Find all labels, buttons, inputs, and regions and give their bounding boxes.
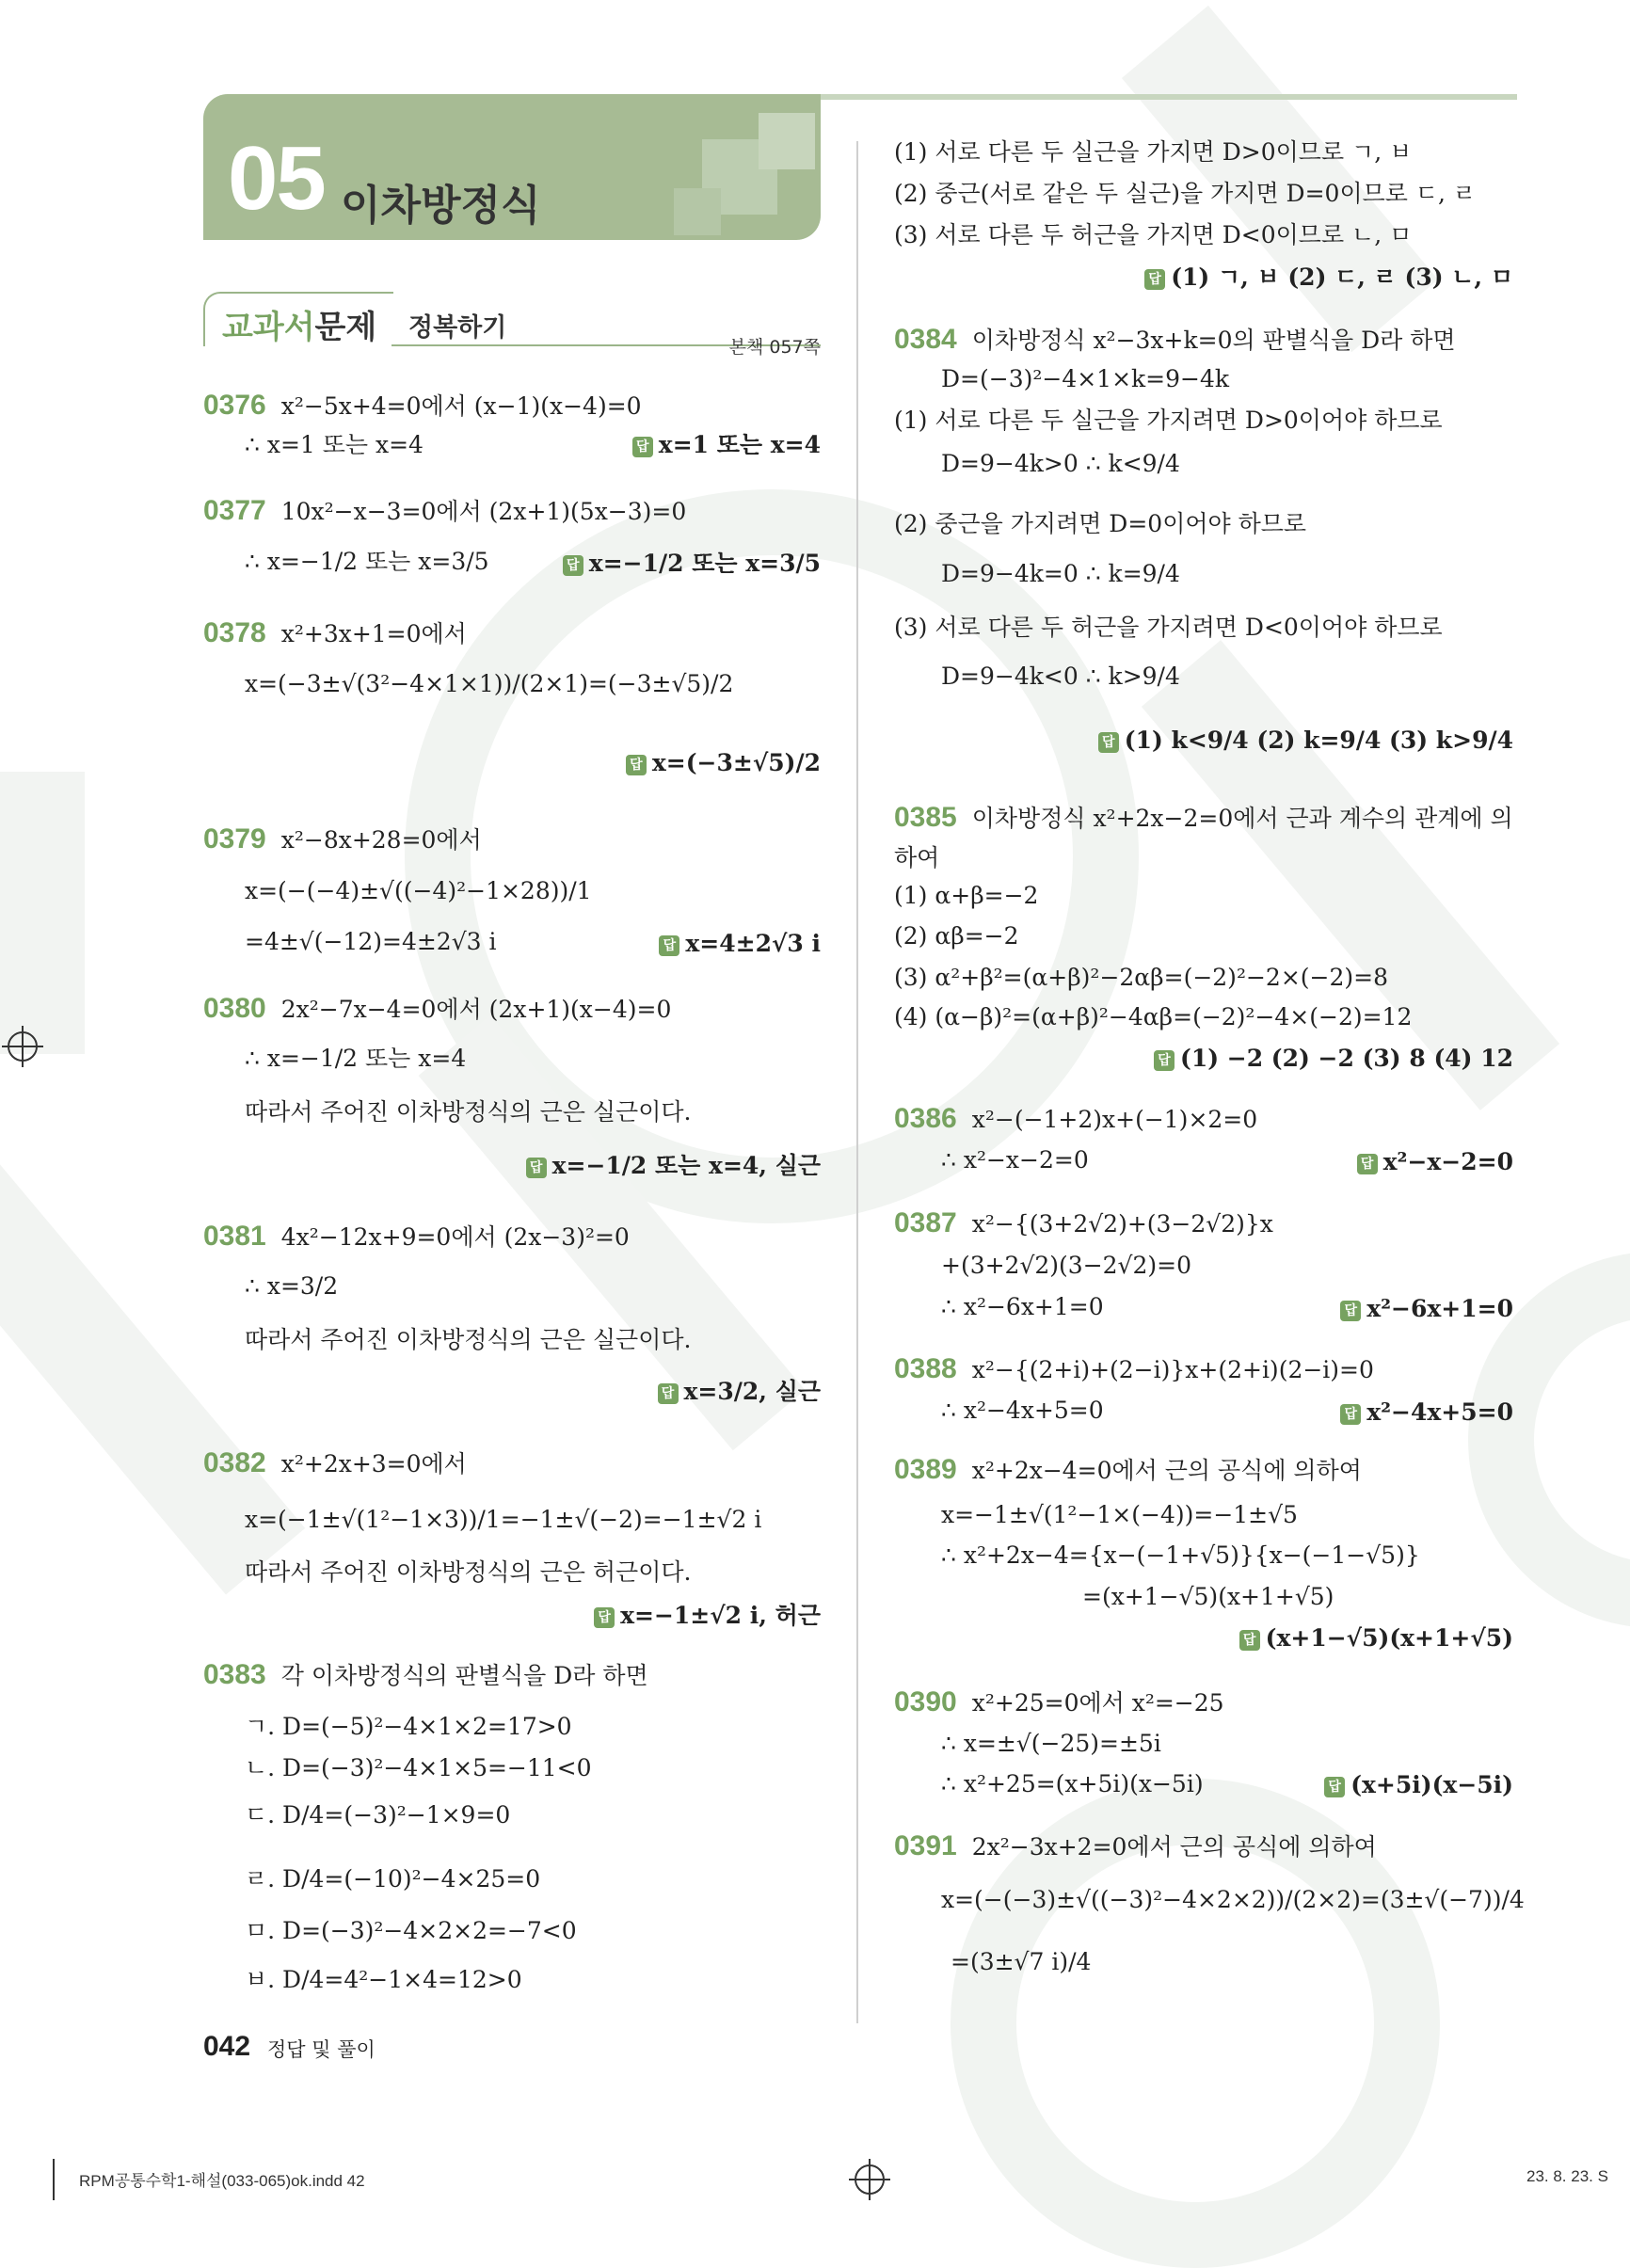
solution-line xyxy=(203,1221,630,1254)
line-text: x²−8x+28=0에서 xyxy=(280,826,482,854)
answer-badge-icon: 답 xyxy=(1239,1630,1260,1651)
line-text: ∴ x=−1/2 또는 x=4 xyxy=(245,1045,467,1072)
line-text: D=9−4k<0 ∴ k>9/4 xyxy=(941,663,1180,690)
solution-line xyxy=(941,448,1180,480)
line-text: x²+3x+1=0에서 xyxy=(280,620,467,647)
solution-line xyxy=(245,546,489,578)
line-text: 이차방정식 x²+2x−2=0에서 근과 계수의 관계에 의 xyxy=(971,805,1513,832)
answer-line xyxy=(526,1150,821,1182)
solution-line xyxy=(245,1964,522,1996)
problem-number: 0387 xyxy=(894,1207,957,1238)
problem-number: 0377 xyxy=(203,495,266,526)
answer-text: x²−x−2=0 xyxy=(1382,1148,1513,1175)
solution-line xyxy=(894,1207,1273,1240)
line-text: ∴ x=1 또는 x=4 xyxy=(245,431,423,458)
answer-line xyxy=(563,548,821,580)
solution-line xyxy=(245,1043,466,1075)
answer-text: x=−1/2 또는 x=3/5 xyxy=(588,550,821,577)
chapter-number: 05 xyxy=(228,128,325,229)
line-text: (1) 서로 다른 두 실근을 가지려면 D>0이어야 하므로 xyxy=(894,407,1443,434)
solution-line xyxy=(203,1659,648,1692)
section-label-b: 문제 xyxy=(314,309,377,346)
problem-number: 0381 xyxy=(203,1221,266,1252)
line-text: 각 이차방정식의 판별식을 D라 하면 xyxy=(280,1662,648,1689)
answer-text: x=1 또는 x=4 xyxy=(658,431,821,458)
line-text: ∴ x=3/2 xyxy=(245,1272,339,1300)
solution-line xyxy=(245,1752,592,1784)
line-text: ∴ x²+25=(x+5i)(x−5i) xyxy=(941,1770,1204,1797)
line-text: x=(−(−3)±√((−3)²−4×2×2))/(2×2)=(3±√(−7))/4 xyxy=(941,1886,1525,1913)
page-number: 042 xyxy=(203,2031,251,2062)
line-text: 2x²−3x+2=0에서 근의 공식에 의하여 xyxy=(971,1833,1377,1861)
solution-line xyxy=(894,1686,1224,1719)
slug-rule xyxy=(53,2159,55,2200)
solution-line xyxy=(245,1915,577,1947)
line-text: 4x²−12x+9=0에서 (2x−3)²=0 xyxy=(280,1223,630,1251)
line-text: x²+2x+3=0에서 xyxy=(280,1450,467,1477)
solution-line xyxy=(203,617,467,650)
answer-line xyxy=(632,429,821,461)
solution-line xyxy=(894,1001,1412,1033)
answer-line xyxy=(1239,1622,1513,1654)
line-text: 2x²−7x−4=0에서 (2x+1)(x−4)=0 xyxy=(280,996,672,1023)
answer-text: (x+1−√5)(x+1+√5) xyxy=(1265,1624,1513,1652)
solution-line xyxy=(203,1447,467,1480)
chapter-title: 이차방정식 xyxy=(341,182,541,230)
answer-badge-icon: 답 xyxy=(1324,1777,1345,1797)
line-text: 이차방정식 x²−3x+k=0의 판별식을 D라 하면 xyxy=(971,327,1456,354)
solution-line xyxy=(941,363,1229,395)
line-text: (2) αβ=−2 xyxy=(894,922,1019,950)
solution-line xyxy=(203,495,686,528)
solution-line xyxy=(894,802,1513,835)
answer-badge-icon: 답 xyxy=(526,1158,547,1178)
solution-line xyxy=(941,1250,1191,1282)
line-text: (3) 서로 다른 두 허근을 가지려면 D<0이어야 하므로 xyxy=(894,614,1443,641)
line-text: x=−1±√(1²−1×(−4))=−1±√5 xyxy=(941,1501,1298,1528)
registration-mark-icon xyxy=(855,2164,885,2195)
section-label-a: 교과서 xyxy=(222,309,315,346)
answer-text: x=−1/2 또는 x=4, 실근 xyxy=(551,1152,821,1179)
solution-line xyxy=(941,661,1180,693)
answer-badge-icon: 답 xyxy=(632,437,653,457)
answer-badge-icon: 답 xyxy=(658,1383,679,1404)
line-text: 따라서 주어진 이차방정식의 근은 실근이다. xyxy=(245,1098,692,1126)
solution-line xyxy=(941,1728,1161,1760)
answer-badge-icon: 답 xyxy=(1357,1154,1378,1174)
line-text: x=(−3±√(3²−4×1×1))/(2×1)=(−3±√5)/2 xyxy=(245,670,734,697)
problem-number: 0385 xyxy=(894,802,957,833)
solution-line xyxy=(894,612,1443,644)
line-text: x=(−1±√(1²−1×3))/1=−1±√(−2)=−1±√2 i xyxy=(245,1506,762,1533)
line-text: +(3+2√2)(3−2√2)=0 xyxy=(941,1252,1192,1279)
line-text: x²−{(2+i)+(2−i)}x+(2+i)(2−i)=0 xyxy=(971,1356,1374,1383)
slug-file: RPM공통수학1-해설(033-065)ok.indd 42 xyxy=(79,2172,365,2190)
line-text: D=(−3)²−4×1×k=9−4k xyxy=(941,365,1230,392)
answer-text: x²−6x+1=0 xyxy=(1366,1295,1513,1322)
problem-number: 0382 xyxy=(203,1447,266,1478)
problem-number: 0389 xyxy=(894,1454,957,1485)
solution-line xyxy=(203,993,671,1026)
solution-line xyxy=(941,1540,1420,1572)
answer-line xyxy=(626,747,821,779)
line-text: ㄷ. D/4=(−3)²−1×9=0 xyxy=(245,1801,511,1829)
line-text: (1) α+β=−2 xyxy=(894,882,1039,909)
line-text: ∴ x²−x−2=0 xyxy=(941,1146,1089,1174)
answer-text: (1) k<9/4 (2) k=9/4 (3) k>9/4 xyxy=(1124,727,1513,754)
solution-line xyxy=(894,1353,1374,1386)
header-rule xyxy=(821,94,1517,100)
solution-line xyxy=(941,1395,1104,1427)
answer-line xyxy=(659,928,821,960)
line-text: (2) 중근을 가지려면 D=0이어야 하므로 xyxy=(894,510,1307,537)
solution-line xyxy=(894,219,1412,251)
solution-line xyxy=(894,1103,1257,1136)
solution-line xyxy=(894,962,1388,994)
answer-text: x=4±2√3 i xyxy=(685,930,821,957)
answer-badge-icon: 답 xyxy=(563,555,583,576)
solution-line xyxy=(1082,1581,1334,1613)
line-text: D=9−4k=0 ∴ k=9/4 xyxy=(941,560,1180,587)
solution-line xyxy=(203,390,642,423)
answer-badge-icon: 답 xyxy=(626,755,647,775)
line-text: x²−{(3+2√2)+(3−2√2)}x xyxy=(971,1210,1273,1238)
line-text: ∴ x=±√(−25)=±5i xyxy=(941,1730,1161,1757)
solution-line xyxy=(894,842,939,874)
line-text: (3) α²+β²=(α+β)²−2αβ=(−2)²−2×(−2)=8 xyxy=(894,964,1388,991)
line-text: D=9−4k>0 ∴ k<9/4 xyxy=(941,450,1180,477)
line-text: x²−5x+4=0에서 (x−1)(x−4)=0 xyxy=(280,392,642,420)
solution-line xyxy=(245,1799,510,1831)
problem-number: 0391 xyxy=(894,1830,957,1861)
line-text: 10x²−x−3=0에서 (2x+1)(5x−3)=0 xyxy=(280,498,687,525)
solution-line xyxy=(941,1291,1104,1323)
problem-number: 0379 xyxy=(203,823,266,854)
answer-line xyxy=(1324,1769,1513,1801)
answer-line xyxy=(658,1376,821,1408)
answer-line xyxy=(1340,1397,1513,1429)
answer-badge-icon: 답 xyxy=(594,1607,615,1628)
solution-line xyxy=(245,1711,572,1743)
solution-line xyxy=(894,1830,1377,1863)
solution-line xyxy=(245,1557,691,1589)
line-text: ㄴ. D=(−3)²−4×1×5=−11<0 xyxy=(245,1754,592,1781)
line-text: ㄹ. D/4=(−10)²−4×25=0 xyxy=(245,1865,541,1893)
line-text: ∴ x²+2x−4={x−(−1+√5)}{x−(−1−√5)} xyxy=(941,1541,1420,1569)
answer-text: x²−4x+5=0 xyxy=(1366,1398,1513,1426)
line-text: 따라서 주어진 이차방정식의 근은 허근이다. xyxy=(245,1558,692,1586)
solution-line xyxy=(203,823,482,856)
line-text: x²+2x−4=0에서 근의 공식에 의하여 xyxy=(971,1457,1362,1484)
solution-line xyxy=(894,178,1476,210)
problem-number: 0388 xyxy=(894,1353,957,1384)
line-text: =(3±√7 i)/4 xyxy=(951,1948,1092,1975)
answer-badge-icon: 답 xyxy=(1144,269,1165,290)
answer-badge-icon: 답 xyxy=(1340,1301,1361,1321)
line-text: (3) 서로 다른 두 허근을 가지면 D<0이므로 ㄴ, ㅁ xyxy=(894,221,1413,248)
solution-line xyxy=(245,926,496,958)
column-divider xyxy=(856,141,858,2023)
answer-text: x=3/2, 실근 xyxy=(683,1378,821,1405)
line-text: ㄱ. D=(−5)²−4×1×2=17>0 xyxy=(245,1713,572,1740)
watermark-bar xyxy=(1142,640,1559,1110)
solution-line xyxy=(894,508,1306,540)
solution-line xyxy=(245,1324,691,1356)
line-text: ㅁ. D=(−3)²−4×2×2=−7<0 xyxy=(245,1917,577,1944)
solution-line xyxy=(894,880,1038,912)
line-text: ∴ x=−1/2 또는 x=3/5 xyxy=(245,548,489,575)
solution-line xyxy=(245,1504,761,1536)
slug-date: 23. 8. 23. S xyxy=(1526,2167,1608,2185)
line-text: x=(−(−4)±√((−4)²−1×28))/1 xyxy=(245,877,592,904)
line-text: x²−(−1+2)x+(−1)×2=0 xyxy=(971,1106,1258,1133)
line-text: ∴ x²−6x+1=0 xyxy=(941,1293,1104,1320)
solution-line xyxy=(941,1144,1089,1176)
section-tab xyxy=(222,301,376,347)
solution-line xyxy=(894,324,1456,357)
answer-line xyxy=(1340,1293,1513,1325)
answer-badge-icon: 답 xyxy=(659,935,679,956)
page-reference: 본책 057쪽 xyxy=(728,337,821,358)
line-text: ∴ x²−4x+5=0 xyxy=(941,1397,1104,1424)
solution-line xyxy=(894,405,1443,437)
solution-line xyxy=(894,136,1412,168)
solution-line xyxy=(941,1768,1204,1800)
watermark-bar xyxy=(0,772,85,1054)
problem-number: 0378 xyxy=(203,617,266,648)
problem-number: 0376 xyxy=(203,390,266,421)
section-header xyxy=(203,292,821,358)
answer-text: (1) ㄱ, ㅂ (2) ㄷ, ㄹ (3) ㄴ, ㅁ xyxy=(1171,264,1513,291)
footer-label: 정답 및 풀이 xyxy=(267,2038,376,2061)
answer-line xyxy=(1098,725,1513,757)
line-text: ㅂ. D/4=4²−1×4=12>0 xyxy=(245,1966,522,1993)
registration-mark-icon xyxy=(8,1031,38,1062)
line-text: (4) (α−β)²=(α+β)²−4αβ=(−2)²−4×(−2)=12 xyxy=(894,1003,1413,1030)
problem-number: 0386 xyxy=(894,1103,957,1134)
answer-line xyxy=(1144,262,1513,294)
line-text: x²+25=0에서 x²=−25 xyxy=(971,1689,1224,1717)
solution-line xyxy=(245,668,733,700)
line-text: (1) 서로 다른 두 실근을 가지면 D>0이므로 ㄱ, ㅂ xyxy=(894,138,1413,166)
solution-line xyxy=(941,558,1180,590)
solution-line xyxy=(245,1270,338,1302)
problem-number: 0390 xyxy=(894,1686,957,1717)
line-text: 따라서 주어진 이차방정식의 근은 실근이다. xyxy=(245,1326,692,1353)
solution-line xyxy=(245,1863,540,1895)
solution-line xyxy=(951,1946,1091,1978)
line-text: 하여 xyxy=(894,844,940,871)
answer-text: x=−1±√2 i, 허근 xyxy=(620,1602,821,1629)
solution-line xyxy=(245,1096,691,1128)
solution-line xyxy=(245,429,423,461)
solution-line xyxy=(941,1884,1525,1916)
answer-badge-icon: 답 xyxy=(1098,732,1119,753)
chapter-banner xyxy=(203,94,821,240)
line-text: =4±√(−12)=4±2√3 i xyxy=(245,928,497,955)
answer-line xyxy=(1357,1146,1513,1178)
section-subtitle: 정복하기 xyxy=(408,313,507,343)
answer-line xyxy=(1154,1043,1513,1075)
answer-text: (1) −2 (2) −2 (3) 8 (4) 12 xyxy=(1179,1045,1513,1072)
answer-badge-icon: 답 xyxy=(1340,1404,1361,1425)
answer-line xyxy=(594,1600,821,1632)
answer-text: x=(−3±√5)/2 xyxy=(651,749,821,776)
solution-line xyxy=(894,920,1019,952)
line-text: =(x+1−√5)(x+1+√5) xyxy=(1082,1583,1334,1610)
problem-number: 0380 xyxy=(203,993,266,1024)
line-text: (2) 중근(서로 같은 두 실근)을 가지면 D=0이므로 ㄷ, ㄹ xyxy=(894,180,1477,207)
solution-line xyxy=(941,1499,1298,1531)
answer-badge-icon: 답 xyxy=(1154,1050,1175,1071)
problem-number: 0384 xyxy=(894,324,957,355)
answer-text: (x+5i)(x−5i) xyxy=(1350,1771,1513,1798)
problem-number: 0383 xyxy=(203,1659,266,1690)
solution-line xyxy=(245,875,592,907)
solution-line xyxy=(894,1454,1362,1487)
